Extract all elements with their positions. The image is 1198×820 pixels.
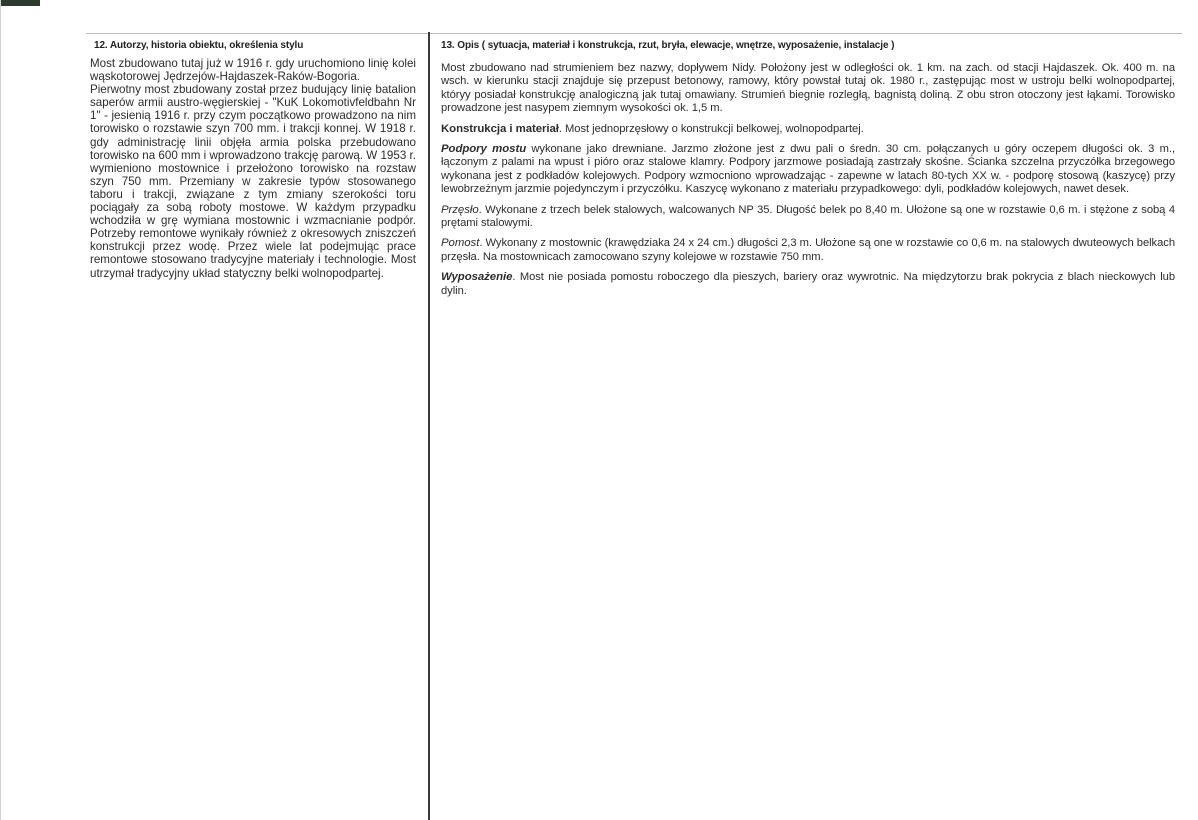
description-heading: 13. Opis ( sytuacja, materiał i konstrukcja, rzut, bryła, elewacje, wnętrze, wyposażenie, instalacje ) xyxy=(441,40,895,51)
deck-section xyxy=(441,237,1175,264)
equipment-section xyxy=(441,271,1175,298)
construction-section xyxy=(441,123,1175,136)
construction-label: Konstrukcja i materiał xyxy=(441,122,559,135)
supports-text: wykonane jako drewniane. Jarzmo złożone jest z dwu pali o średn. 30 cm. połączanych u góry oczepem długości ok. 3 m., łączonym z palami na wpust i pióro oraz stalowe klamry. Podpory jarzmowe posiadają zastrzały skośne. Ścianka szczelna przyczółka brzegowego wykonana jest z podkładów kolejowych. Podpory wzmocniono wprowadzając - zapewne w latach 80-tych XX w. - podporę stosową (kaszycę) przy lewobrzeżnym jarzmie pojedynczym i przyczółku. Kaszycę wykonano z materiału przypadkowego: dyli, podkładów kolejowych, nawet desek. xyxy=(441,143,1175,196)
history-paragraph-2: Pierwotny most zbudowany został przez budujący linię batalion saperów armii austro-węgierskiej - "KuK Lokomotivfeldbahn Nr 1" - jesienią 1916 r. przy czym początkowo prowadzono na nim torowisko o rozstawie szyn 700 mm. i trakcji konnej. W 1918 r. gdy administrację linii objęła armia polska przebudowano torowisko na 600 mm i wprowadzono trakcję parową. W 1953 r. wymieniono mostownice i przełożono torowisko na rozstaw szyn 750 mm. Przemiany w zakresie typów stosowanego taboru i trakcji, związane z tym zmiany szerokości toru pociągały za sobą roboty mostowe. W każdym przypadku wchodziła w grę wymiana mostownic i wzmacnianie podpór. Potrzeby remontowe wynikały również z okresowych zniszczeń konstrukcji przez wodę. Przez wiele lat podejmując prace remontowe stosowano tradycyjne materiały i technologie. Most utrzymał tradycyjny układ statyczny belki wolnopodpartej. xyxy=(90,83,416,280)
history-column xyxy=(90,40,416,280)
scan-corner-mark xyxy=(0,0,40,6)
top-rule-left xyxy=(86,33,428,34)
history-heading: 12. Autorzy, historia obiektu, określenia stylu xyxy=(94,40,304,51)
column-divider xyxy=(428,32,430,820)
construction-text: . Most jednoprzęsłowy o konstrukcji belkowej, wolnopodpartej. xyxy=(558,122,864,135)
top-rule-right xyxy=(430,33,1182,34)
deck-text: . Wykonany z mostownic (krawędziaka 24 x 24 cm.) długości 2,3 m. Ułożone są one w rozstawie co 0,6 m. na stalowych dwuteowych belkach przęsła. Na mostownicach zamocowano szyny kolejowe w rozstawie 750 mm. xyxy=(441,237,1175,263)
description-column xyxy=(441,40,1175,305)
span-section xyxy=(441,204,1175,231)
deck-label: Pomost xyxy=(441,237,480,250)
description-intro: Most zbudowano nad strumieniem bez nazwy, dopływem Nidy. Położony jest w odległości ok. 1 km. na zach. od stacji Hajdaszek. Ok. 400 m. na wsch. w kierunku stacji znajduje się przepust betonowy, ramowy, który powstał tutaj ok. 1980 r., zastępując most w ustroju belki wolnopodpartej, któryy posiadał konstrukcję analogiczną jak tutaj omawiany. Strumień biegnie rozległą, bagnistą doliną. Z obu stron otoczony jest łąkami. Torowisko prowadzone jest nasypem ziemnym wysokości ok. 1,5 m. xyxy=(441,62,1175,115)
equipment-label: Wyposażenie xyxy=(441,271,513,284)
page-edge-line xyxy=(0,0,1,820)
span-label: Przęsło xyxy=(441,203,479,216)
equipment-text: . Most nie posiada pomostu roboczego dla pieszych, bariery oraz wywrotnic. Na międzytorzu brak pokrycia z blach nieckowych lub dylin. xyxy=(441,271,1175,297)
span-text: . Wykonane z trzech belek stalowych, walcowanych NP 35. Długość belek po 8,40 m. Ułożone są one w rozstawie 0,6 m. i stężone z sobą 4 prętami stalowymi. xyxy=(441,203,1175,230)
history-paragraph-1: Most zbudowano tutaj już w 1916 r. gdy uruchomiono linię kolei wąskotorowej Jędrzejów-Hajdaszek-Raków-Bogoria. xyxy=(90,57,416,84)
supports-label: Podpory mostu xyxy=(441,143,527,156)
supports-section xyxy=(441,143,1175,197)
